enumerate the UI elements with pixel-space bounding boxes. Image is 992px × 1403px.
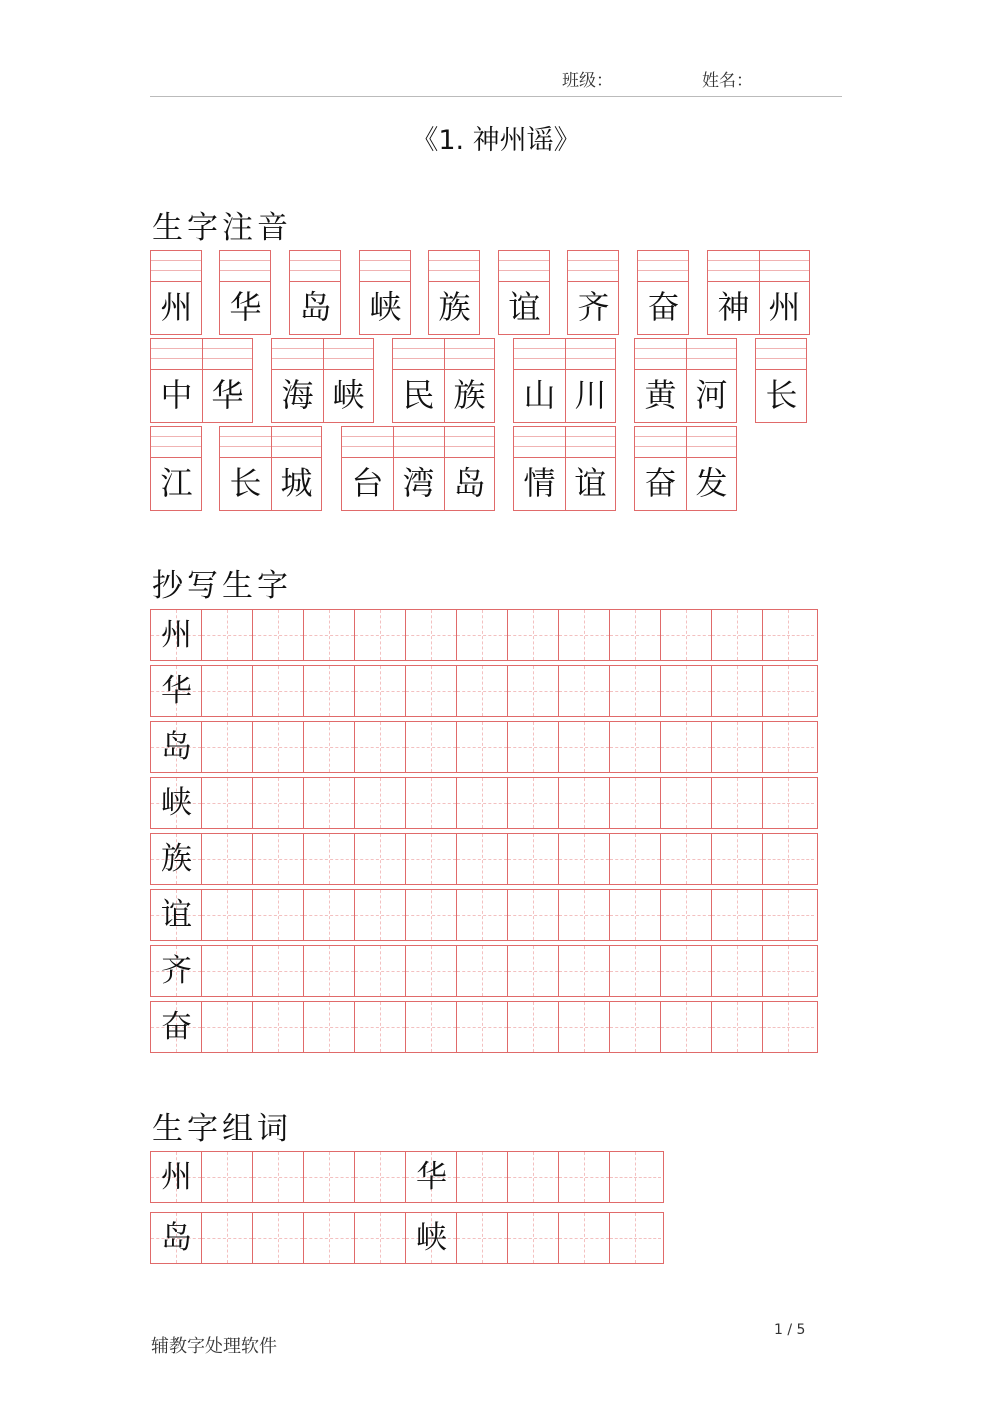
writing-box[interactable]: [457, 834, 508, 884]
character: 峡: [332, 376, 365, 414]
writing-box[interactable]: [763, 722, 814, 772]
section-pinyin-heading: 生字注音: [152, 210, 292, 246]
character: 川: [574, 376, 607, 414]
writing-box[interactable]: [508, 778, 559, 828]
pinyin-writing-lines[interactable]: [290, 251, 340, 282]
model-character: 岛: [161, 729, 192, 765]
writing-box[interactable]: [712, 890, 763, 940]
character: 华: [211, 376, 244, 414]
writing-box[interactable]: [661, 666, 712, 716]
character: 情: [523, 464, 556, 502]
character: 谊: [508, 288, 541, 326]
writing-box[interactable]: [406, 946, 457, 996]
writing-box[interactable]: [406, 666, 457, 716]
writing-box[interactable]: [202, 834, 253, 884]
writing-box[interactable]: [610, 890, 661, 940]
copy-row: [150, 609, 818, 661]
model-character: 齐: [161, 953, 192, 989]
character: 黄: [644, 376, 677, 414]
writing-box[interactable]: [253, 834, 304, 884]
writing-box[interactable]: [355, 890, 406, 940]
character: 奋: [647, 288, 680, 326]
writing-box[interactable]: [355, 722, 406, 772]
model-character: 岛: [161, 1220, 192, 1256]
character: 长: [765, 376, 798, 414]
writing-box[interactable]: [457, 1213, 508, 1263]
copy-row: [150, 889, 818, 941]
writing-box[interactable]: [610, 1213, 661, 1263]
pinyin-writing-lines[interactable]: [568, 251, 618, 282]
name-label: 姓名：: [702, 71, 753, 91]
writing-box[interactable]: [508, 890, 559, 940]
pinyin-word-box: [392, 338, 495, 423]
writing-box[interactable]: [508, 666, 559, 716]
pinyin-word-box: [567, 250, 619, 335]
character: 山: [523, 376, 556, 414]
model-character: 奋: [161, 1009, 192, 1045]
writing-box[interactable]: [457, 946, 508, 996]
writing-box[interactable]: [457, 890, 508, 940]
writing-box[interactable]: [661, 946, 712, 996]
character: 华: [229, 288, 262, 326]
writing-box[interactable]: [508, 1213, 559, 1263]
pinyin-writing-lines[interactable]: [220, 251, 270, 282]
pinyin-word-box: [359, 250, 411, 335]
pinyin-writing-lines[interactable]: [151, 427, 201, 458]
writing-box[interactable]: [661, 890, 712, 940]
character: 岛: [453, 464, 486, 502]
writing-box[interactable]: [304, 610, 355, 660]
page-number: 1 / 5: [774, 1322, 806, 1338]
character: 奋: [644, 464, 677, 502]
model-character-box: [151, 1213, 202, 1263]
section-words-heading: 生字组词: [152, 1111, 292, 1147]
writing-box[interactable]: [508, 610, 559, 660]
writing-box[interactable]: [355, 834, 406, 884]
model-character-box: [151, 666, 202, 716]
writing-box[interactable]: [202, 778, 253, 828]
writing-box[interactable]: [406, 778, 457, 828]
writing-box[interactable]: [763, 890, 814, 940]
writing-box[interactable]: [253, 1152, 304, 1202]
model-character: 州: [161, 617, 192, 653]
character: 发: [695, 464, 728, 502]
writing-box[interactable]: [406, 834, 457, 884]
writing-box[interactable]: [610, 1152, 661, 1202]
character: 长: [229, 464, 262, 502]
writing-box[interactable]: [355, 778, 406, 828]
writing-box[interactable]: [355, 946, 406, 996]
writing-box[interactable]: [610, 778, 661, 828]
writing-box[interactable]: [202, 1213, 253, 1263]
writing-box[interactable]: [406, 722, 457, 772]
writing-box[interactable]: [712, 778, 763, 828]
model-character: 谊: [161, 897, 192, 933]
character: 州: [768, 288, 801, 326]
model-character: 峡: [161, 785, 192, 821]
writing-box[interactable]: [559, 610, 610, 660]
writing-box[interactable]: [763, 834, 814, 884]
writing-box[interactable]: [457, 1152, 508, 1202]
writing-box[interactable]: [508, 722, 559, 772]
writing-box[interactable]: [304, 1213, 355, 1263]
pinyin-writing-lines[interactable]: [151, 251, 201, 282]
pinyin-word-box: [428, 250, 480, 335]
writing-box[interactable]: [304, 946, 355, 996]
word-row: [150, 1212, 664, 1264]
writing-box[interactable]: [508, 946, 559, 996]
writing-box[interactable]: [406, 610, 457, 660]
writing-box[interactable]: [406, 1002, 457, 1052]
writing-box[interactable]: [304, 666, 355, 716]
character: 民: [402, 376, 435, 414]
writing-box[interactable]: [610, 666, 661, 716]
page-title: 《1. 神州谣》: [411, 125, 581, 156]
pinyin-word-box: [219, 250, 271, 335]
character: 湾: [402, 464, 435, 502]
writing-box[interactable]: [202, 1002, 253, 1052]
writing-box[interactable]: [406, 890, 457, 940]
writing-box[interactable]: [610, 1002, 661, 1052]
pinyin-word-box: [219, 426, 322, 511]
writing-box[interactable]: [559, 890, 610, 940]
writing-box[interactable]: [253, 1002, 304, 1052]
pinyin-word-box: [513, 338, 616, 423]
writing-box[interactable]: [253, 946, 304, 996]
pinyin-word-box: [150, 250, 202, 335]
writing-box[interactable]: [202, 722, 253, 772]
writing-box[interactable]: [253, 666, 304, 716]
character: 齐: [577, 288, 610, 326]
model-character: 族: [161, 841, 192, 877]
writing-box[interactable]: [712, 946, 763, 996]
model-character: 华: [161, 673, 192, 709]
writing-box[interactable]: [304, 890, 355, 940]
writing-box[interactable]: [559, 722, 610, 772]
writing-box[interactable]: [661, 778, 712, 828]
pinyin-word-box: [634, 426, 737, 511]
writing-box[interactable]: [661, 722, 712, 772]
pinyin-word-box: [341, 426, 495, 511]
writing-box[interactable]: [355, 1152, 406, 1202]
writing-box[interactable]: [610, 946, 661, 996]
character: 河: [695, 376, 728, 414]
pinyin-writing-lines[interactable]: [638, 251, 688, 282]
writing-box[interactable]: [202, 610, 253, 660]
model-character-box: [151, 1002, 202, 1052]
pinyin-word-box: [637, 250, 689, 335]
writing-box[interactable]: [712, 610, 763, 660]
writing-box[interactable]: [304, 1152, 355, 1202]
writing-box[interactable]: [253, 890, 304, 940]
character: 州: [160, 288, 193, 326]
writing-box[interactable]: [355, 666, 406, 716]
writing-box[interactable]: [253, 722, 304, 772]
character: 海: [281, 376, 314, 414]
section-copy-heading: 抄写生字: [152, 568, 292, 604]
writing-box[interactable]: [457, 666, 508, 716]
pinyin-writing-lines[interactable]: [499, 251, 549, 282]
character: 神: [717, 288, 750, 326]
character: 江: [160, 464, 193, 502]
writing-box[interactable]: [610, 722, 661, 772]
writing-box[interactable]: [559, 946, 610, 996]
writing-box[interactable]: [763, 666, 814, 716]
writing-box[interactable]: [712, 722, 763, 772]
pinyin-writing-lines[interactable]: [756, 339, 806, 370]
pinyin-writing-lines[interactable]: [342, 427, 494, 458]
writing-box[interactable]: [253, 1213, 304, 1263]
writing-box[interactable]: [559, 666, 610, 716]
copy-row: [150, 777, 818, 829]
model-character-box: [151, 778, 202, 828]
writing-box[interactable]: [508, 834, 559, 884]
writing-box[interactable]: [661, 834, 712, 884]
writing-box[interactable]: [508, 1152, 559, 1202]
writing-box[interactable]: [712, 666, 763, 716]
writing-box[interactable]: [763, 778, 814, 828]
writing-box[interactable]: [712, 1002, 763, 1052]
character: 岛: [299, 288, 332, 326]
model-character-box: [151, 1152, 202, 1202]
character: 峡: [369, 288, 402, 326]
pinyin-writing-lines[interactable]: [360, 251, 410, 282]
pinyin-word-box: [755, 338, 807, 423]
writing-box[interactable]: [763, 946, 814, 996]
footer-software: 辅教字处理软件: [151, 1336, 277, 1357]
model-character-box: [151, 722, 202, 772]
copy-row: [150, 665, 818, 717]
writing-box[interactable]: [304, 1002, 355, 1052]
pinyin-word-box: [498, 250, 550, 335]
writing-box[interactable]: [253, 610, 304, 660]
writing-box[interactable]: [610, 610, 661, 660]
copy-row: [150, 1001, 818, 1053]
model-character: 峡: [416, 1220, 447, 1256]
copy-row: [150, 721, 818, 773]
writing-box[interactable]: [304, 722, 355, 772]
pinyin-word-box: [289, 250, 341, 335]
copy-row: [150, 945, 818, 997]
model-character-box: [151, 610, 202, 660]
writing-box[interactable]: [355, 1002, 406, 1052]
writing-box[interactable]: [559, 834, 610, 884]
model-character-box: [151, 834, 202, 884]
writing-box[interactable]: [457, 722, 508, 772]
pinyin-word-box: [150, 426, 202, 511]
writing-box[interactable]: [559, 778, 610, 828]
writing-box[interactable]: [763, 610, 814, 660]
model-character-box: [406, 1213, 457, 1263]
pinyin-word-box: [150, 338, 253, 423]
writing-box[interactable]: [355, 1213, 406, 1263]
writing-box[interactable]: [508, 1002, 559, 1052]
writing-box[interactable]: [661, 1002, 712, 1052]
model-character: 华: [416, 1159, 447, 1195]
writing-box[interactable]: [559, 1002, 610, 1052]
character: 谊: [574, 464, 607, 502]
writing-box[interactable]: [202, 666, 253, 716]
pinyin-word-box: [271, 338, 374, 423]
writing-box[interactable]: [610, 834, 661, 884]
character: 台: [351, 464, 384, 502]
pinyin-word-box: [634, 338, 737, 423]
writing-box[interactable]: [253, 778, 304, 828]
pinyin-word-box: [513, 426, 616, 511]
writing-box[interactable]: [457, 1002, 508, 1052]
writing-box[interactable]: [712, 834, 763, 884]
writing-box[interactable]: [559, 1152, 610, 1202]
writing-box[interactable]: [457, 610, 508, 660]
character: 城: [280, 464, 313, 502]
header-rule: [150, 96, 842, 97]
class-label: 班级：: [562, 71, 613, 91]
writing-box[interactable]: [661, 610, 712, 660]
character: 族: [438, 288, 471, 326]
writing-box[interactable]: [304, 778, 355, 828]
model-character: 州: [161, 1159, 192, 1195]
character: 中: [160, 376, 193, 414]
writing-box[interactable]: [763, 1002, 814, 1052]
pinyin-word-box: [707, 250, 810, 335]
writing-box[interactable]: [355, 610, 406, 660]
model-character-box: [151, 946, 202, 996]
writing-box[interactable]: [304, 834, 355, 884]
character: 族: [453, 376, 486, 414]
model-character-box: [151, 890, 202, 940]
writing-box[interactable]: [202, 1152, 253, 1202]
writing-box[interactable]: [457, 778, 508, 828]
word-row: [150, 1151, 664, 1203]
model-character-box: [406, 1152, 457, 1202]
pinyin-writing-lines[interactable]: [429, 251, 479, 282]
writing-box[interactable]: [202, 946, 253, 996]
copy-row: [150, 833, 818, 885]
writing-box[interactable]: [559, 1213, 610, 1263]
writing-box[interactable]: [202, 890, 253, 940]
